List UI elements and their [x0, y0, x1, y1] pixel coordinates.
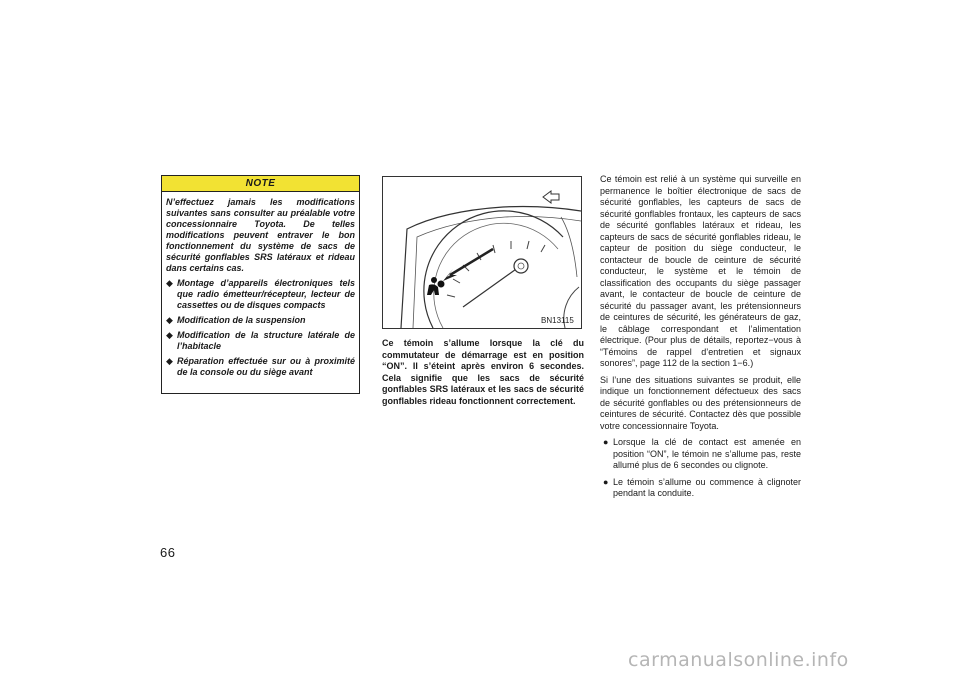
note-item	[166, 356, 355, 378]
instrument-cluster-figure	[382, 176, 582, 329]
condition-item-text: Lorsque la clé de contact est amenée en position “ON”, le témoin ne s’allume pas, reste allumé plus de 6 secondes ou clignote.	[613, 437, 801, 470]
note-box	[161, 175, 360, 394]
round-bullet-icon: ●	[603, 476, 609, 487]
note-intro: N’effectuez jamais les modifications suivantes sans consulter au préalable votre concessionnaire Toyota. De telles modifications peuvent entraver le bon fonctionnement du système de sacs de sécurité gonflables SRS latéraux et rideau dans certains cas.	[166, 197, 355, 273]
note-item-text: Réparation effectuée sur ou à proximité de la console ou du siège avant	[177, 356, 355, 377]
watermark: carmanualsonline.info	[628, 649, 849, 671]
diamond-bullet-icon: ◆	[166, 315, 173, 325]
diamond-bullet-icon: ◆	[166, 278, 173, 288]
instrument-cluster-illustration	[383, 177, 581, 328]
condition-list	[600, 437, 801, 500]
body-paragraph-1: Ce témoin est relié à un système qui surveille en permanence le boîtier électronique de sacs de sécurité gonflables, les capteurs de sacs de sécurité gonflables frontaux, les capteurs de sacs de sécurité gonflables latéraux et rideau, les capteurs de sacs de sécurité gonflables rideau, le capteur de position du siège conducteur, le contacteur de boucle de ceinture de sécurité conducteur, le système et le témoin de classification des occupants du siège passager avant, le contacteur de boucle de ceinture de sécurité du passager avant, les prétensionneurs de ceintures de sécurité, les générateurs de gaz, le câblage correspondant et l’alimentation électrique. (Pour plus de détails, reportez−vous à “Témoins de rappel d’entretien et signaux sonores”, page 112 de la section 1−6.)	[600, 174, 801, 368]
note-item-text: Modification de la structure latérale de l’habitacle	[177, 330, 355, 351]
condition-item-text: Le témoin s’allume ou commence à clignoter pendant la conduite.	[613, 476, 801, 498]
condition-item	[600, 477, 801, 500]
condition-item	[600, 437, 801, 472]
body-paragraph-2: Si l’une des situations suivantes se produit, elle indique un fonctionnement défectueux des sacs de sécurité gonflables ou des prétensionneurs de ceintures de sécurité. Contactez dès que possible votre concessionnaire Toyota.	[600, 374, 801, 431]
note-item	[166, 315, 355, 326]
airbag-warning-icon	[427, 277, 445, 295]
body-text-column	[600, 174, 801, 505]
page-number: 66	[160, 545, 176, 560]
diamond-bullet-icon: ◆	[166, 330, 173, 340]
note-title: NOTE	[162, 176, 359, 192]
round-bullet-icon: ●	[603, 437, 609, 447]
note-item	[166, 278, 355, 311]
note-body	[162, 192, 359, 378]
note-item-text: Montage d’appareils électroniques tels que radio émetteur/récepteur, lecteur de cassettes ou de disques compacts	[177, 278, 355, 310]
figure-caption: Ce témoin s’allume lorsque la clé du commutateur de démarrage est en position “ON”. Il s’éteint après environ 6 secondes. Cela signifie que les sacs de sécurité gonflables SRS latéraux et les sacs de sécurité gonflables rideau fonctionnent correctement.	[382, 338, 584, 406]
figure-code: BN13115	[541, 316, 574, 325]
diamond-bullet-icon: ◆	[166, 356, 173, 366]
note-item	[166, 330, 355, 352]
note-item-text: Modification de la suspension	[177, 315, 306, 325]
note-list	[166, 278, 355, 378]
